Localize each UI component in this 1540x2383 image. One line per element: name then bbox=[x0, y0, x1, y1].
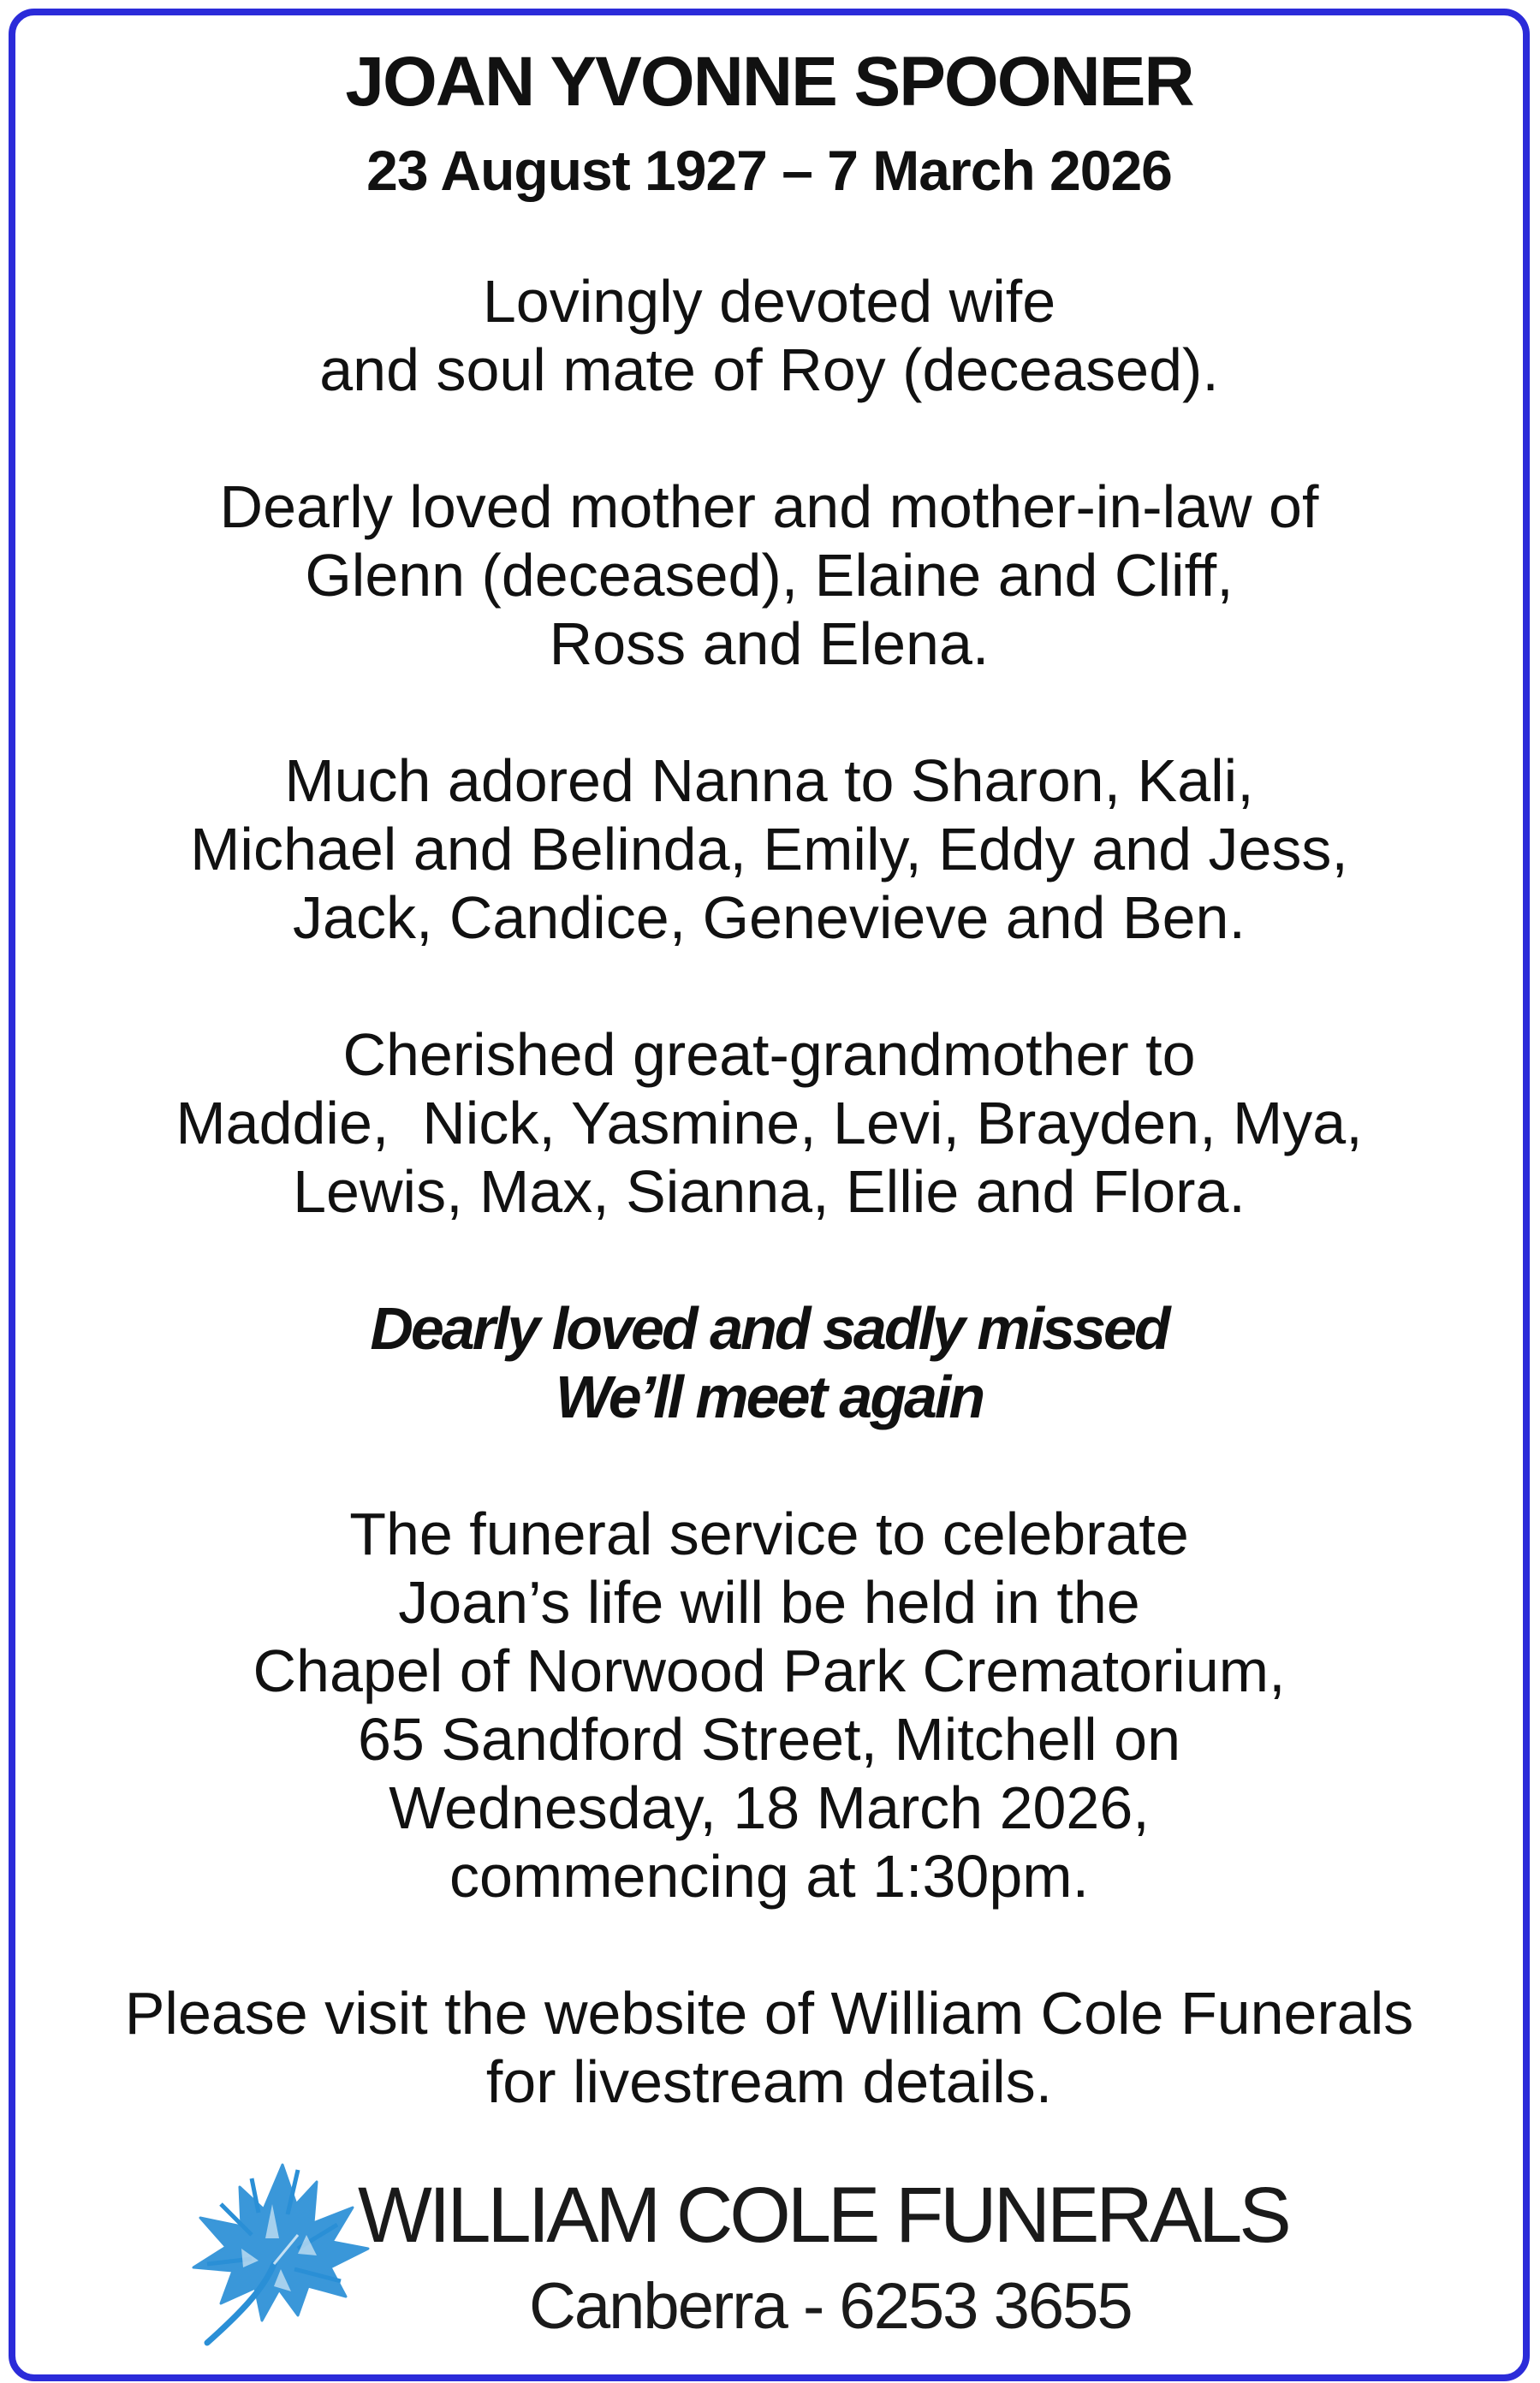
grandchildren-line: Michael and Belinda, Emily, Eddy and Jess, bbox=[190, 816, 1348, 882]
great-grandchildren-line: Lewis, Max, Sianna, Ellie and Flora. bbox=[293, 1158, 1246, 1225]
grandchildren-line: Much adored Nanna to Sharon, Kali, bbox=[284, 747, 1254, 814]
brand-name: WILLIAM COLE FUNERALS bbox=[358, 2172, 1288, 2259]
tribute-verse bbox=[15, 1294, 1523, 1431]
service-line: commencing at 1:30pm. bbox=[449, 1843, 1090, 1910]
spouse-line: Lovingly devoted wife bbox=[482, 268, 1056, 335]
livestream-line: for livestream details. bbox=[485, 2048, 1053, 2115]
grandchildren-line: Jack, Candice, Genevieve and Ben. bbox=[293, 884, 1246, 951]
children-line: Dearly loved mother and mother-in-law of bbox=[219, 473, 1319, 540]
great-grandchildren-line: Maddie, Nick, Yasmine, Levi, Brayden, Mya, bbox=[175, 1090, 1363, 1156]
children-paragraph bbox=[15, 472, 1523, 678]
tribute-line: Dearly loved and sadly missed bbox=[370, 1295, 1168, 1362]
maple-leaf-icon bbox=[169, 2153, 375, 2350]
spouse-paragraph bbox=[15, 267, 1523, 404]
notice-frame bbox=[9, 9, 1530, 2381]
great-grandchildren-paragraph bbox=[15, 1020, 1523, 1226]
service-paragraph bbox=[15, 1500, 1523, 1911]
service-line: Wednesday, 18 March 2026, bbox=[389, 1774, 1150, 1841]
livestream-paragraph bbox=[15, 1979, 1523, 2116]
grandchildren-paragraph bbox=[15, 746, 1523, 952]
tribute-line: We’ll meet again bbox=[555, 1364, 984, 1430]
livestream-line: Please visit the website of William Cole Funerals bbox=[124, 1980, 1414, 2047]
deceased-name: JOAN YVONNE SPOONER bbox=[345, 43, 1193, 121]
life-dates: 23 August 1927 – 7 March 2026 bbox=[366, 139, 1172, 202]
service-line: The funeral service to celebrate bbox=[349, 1501, 1189, 1567]
children-line: Ross and Elena. bbox=[549, 610, 990, 677]
funeral-director-logo bbox=[15, 2142, 1523, 2356]
great-grandchildren-line: Cherished great-grandmother to bbox=[342, 1021, 1196, 1088]
spouse-line: and soul mate of Roy (deceased). bbox=[319, 336, 1219, 403]
service-line: Joan’s life will be held in the bbox=[398, 1569, 1140, 1636]
brand-contact: Canberra - 6253 3655 bbox=[529, 2270, 1132, 2343]
death-notice bbox=[15, 15, 1523, 2116]
children-line: Glenn (deceased), Elaine and Cliff, bbox=[305, 542, 1234, 609]
service-line: 65 Sandford Street, Mitchell on bbox=[357, 1706, 1181, 1773]
service-line: Chapel of Norwood Park Crematorium, bbox=[253, 1637, 1286, 1704]
